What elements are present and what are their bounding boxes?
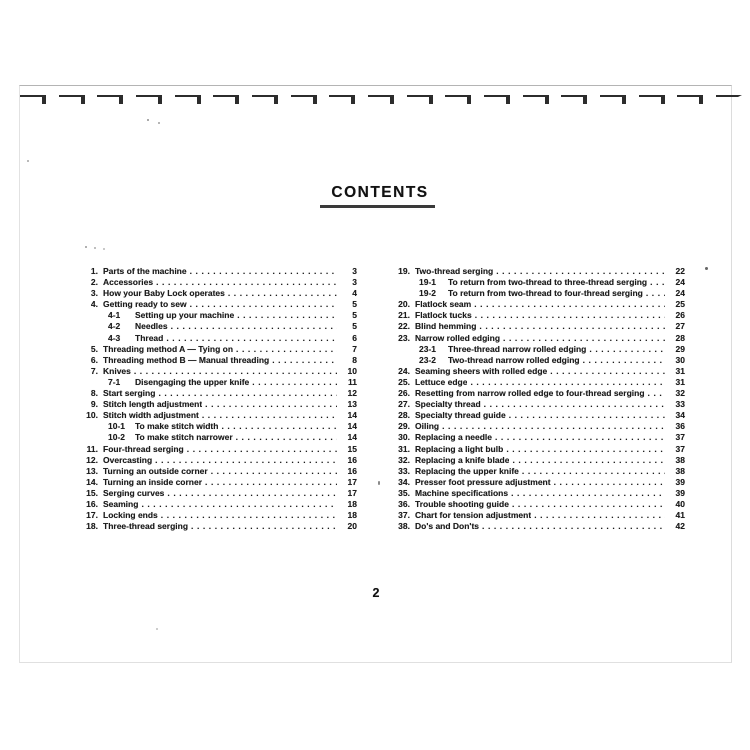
dot-leader xyxy=(512,455,665,466)
dot-leader xyxy=(496,266,665,277)
dot-leader xyxy=(479,321,665,332)
toc-row xyxy=(390,488,685,499)
toc-row xyxy=(80,388,357,399)
noise-speck xyxy=(705,267,708,270)
noise-speck xyxy=(103,248,105,250)
toc-item-page: 27 xyxy=(675,321,685,332)
toc-item-number: 33. xyxy=(398,465,410,476)
toc-item-number: 12. xyxy=(86,454,98,465)
dot-leader xyxy=(236,344,337,355)
toc-item-number: 5. xyxy=(90,343,98,354)
noise-speck xyxy=(147,119,149,121)
toc-row xyxy=(390,355,685,366)
toc-item-page: 11 xyxy=(348,376,357,387)
toc-item-title: Machine specifications xyxy=(415,487,509,498)
toc-row xyxy=(390,299,685,310)
toc-item-page: 14 xyxy=(347,421,357,432)
dot-leader xyxy=(166,333,337,344)
toc-item-number: 23-2 xyxy=(419,354,437,365)
toc-item-number: 11. xyxy=(86,443,98,454)
toc-item-page: 18 xyxy=(347,510,357,521)
toc-item-page: 34 xyxy=(675,410,685,421)
toc-item-number: 37. xyxy=(398,510,410,521)
toc-item-title: Locking ends xyxy=(103,510,158,521)
toc-item-title: Overcasting xyxy=(103,454,153,465)
binding-mark-icon xyxy=(368,95,394,104)
toc-item-number: 2. xyxy=(90,277,98,288)
dot-leader xyxy=(550,366,665,377)
toc-item-page: 31 xyxy=(675,365,685,376)
toc-item-number: 20. xyxy=(398,299,410,310)
toc-item-number: 28. xyxy=(398,410,410,421)
toc-item-number: 7. xyxy=(90,365,98,376)
toc-item-title: Three-thread narrow rolled edging xyxy=(448,343,587,354)
toc-item-number: 31. xyxy=(398,443,410,454)
toc-row xyxy=(390,432,685,443)
toc-row xyxy=(390,521,685,532)
toc-item-page: 16 xyxy=(347,465,357,476)
toc-item-number: 4-1 xyxy=(108,310,121,321)
toc-row xyxy=(80,510,357,521)
toc-item-number: 32. xyxy=(398,454,410,465)
page-title: CONTENTS xyxy=(331,184,429,201)
toc-item-title: Specialty thread xyxy=(415,399,481,410)
toc-item-page: 39 xyxy=(675,487,685,498)
toc-item-page: 38 xyxy=(675,454,685,465)
toc-item-number: 10-1 xyxy=(108,421,126,432)
toc-item-title: Trouble shooting guide xyxy=(415,498,509,509)
toc-item-page: 25 xyxy=(675,299,685,310)
toc-row xyxy=(80,410,357,421)
toc-row xyxy=(390,321,685,332)
toc-item-number: 14. xyxy=(86,476,98,487)
toc-row xyxy=(390,333,685,344)
toc-item-page: 7 xyxy=(352,343,357,354)
dot-leader xyxy=(484,399,665,410)
toc-row xyxy=(80,466,357,477)
dot-leader xyxy=(141,499,337,510)
dot-leader xyxy=(167,488,337,499)
toc-row xyxy=(390,366,685,377)
toc-row xyxy=(80,333,357,344)
toc-item-page: 36 xyxy=(675,421,685,432)
toc-item-title: Needles xyxy=(135,321,168,332)
toc-row xyxy=(80,377,357,388)
binding-mark-icon xyxy=(561,95,587,104)
toc-item-page: 3 xyxy=(352,277,357,288)
toc-item-title: Parts of the machine xyxy=(103,266,187,276)
toc-item-number: 16. xyxy=(86,498,98,509)
dot-leader xyxy=(650,277,665,288)
toc-item-number: 6. xyxy=(90,354,98,365)
toc-item-title: Start serging xyxy=(103,388,156,399)
toc-item-number: 29. xyxy=(398,421,410,432)
toc-item-title: Threading method B — Manual threading xyxy=(103,354,270,365)
toc-item-page: 6 xyxy=(352,332,357,343)
toc-row xyxy=(80,355,357,366)
toc-item-title: Narrow rolled edging xyxy=(415,332,501,343)
noise-speck xyxy=(27,160,29,162)
toc-item-title: Seaming sheers with rolled edge xyxy=(415,365,548,376)
toc-item-number: 4-3 xyxy=(108,332,121,343)
toc-item-number: 19-2 xyxy=(419,288,437,299)
toc-item-page: 18 xyxy=(347,498,357,509)
toc-item-number: 21. xyxy=(398,310,410,321)
noise-speck xyxy=(85,246,87,248)
toc-item-title: Replacing a knife blade xyxy=(415,454,510,465)
toc-column-left xyxy=(80,266,357,532)
binding-mark-icon xyxy=(329,95,355,104)
toc-item-page: 40 xyxy=(675,498,685,509)
binding-mark-icon xyxy=(175,95,201,104)
toc-item-number: 18. xyxy=(86,521,98,532)
binding-mark-icon xyxy=(291,95,317,104)
toc-row xyxy=(390,477,685,488)
toc-item-page: 41 xyxy=(675,510,685,521)
dot-leader xyxy=(506,444,665,455)
toc-item-title: Replacing a light bulb xyxy=(415,443,504,454)
toc-item-number: 38. xyxy=(398,521,410,532)
toc-item-title: Threading method A — Tying on xyxy=(103,343,234,354)
toc-item-page: 15 xyxy=(347,443,357,454)
dot-leader xyxy=(237,310,337,321)
binding-mark-icon xyxy=(600,95,626,104)
toc-item-page: 33 xyxy=(675,399,685,410)
toc-row xyxy=(390,466,685,477)
toc-row xyxy=(80,310,357,321)
toc-row xyxy=(390,444,685,455)
toc-item-title: Flatlock seam xyxy=(415,299,472,310)
toc-item-number: 36. xyxy=(398,498,410,509)
toc-row xyxy=(80,521,357,532)
toc-item-page: 37 xyxy=(675,443,685,454)
dot-leader xyxy=(187,444,337,455)
toc-item-title: Replacing the upper knife xyxy=(415,465,519,476)
toc-item-number: 19-1 xyxy=(419,277,437,288)
toc-item-title: Four-thread serging xyxy=(103,443,184,454)
dot-leader xyxy=(512,499,665,510)
toc-item-title: Chart for tension adjustment xyxy=(415,510,532,521)
binding-mark-icon xyxy=(639,95,665,104)
toc-item-title: Two-thread narrow rolled edging xyxy=(448,354,580,365)
toc-item-page: 24 xyxy=(675,288,685,299)
toc-item-number: 25. xyxy=(398,376,410,387)
dot-leader xyxy=(228,288,337,299)
toc-item-number: 22. xyxy=(398,321,410,332)
dot-leader xyxy=(221,421,337,432)
toc-item-number: 7-1 xyxy=(108,376,121,387)
toc-item-title: Three-thread serging xyxy=(103,521,189,532)
toc-item-page: 20 xyxy=(347,521,357,532)
toc-item-page: 31 xyxy=(675,376,685,387)
toc-item-page: 42 xyxy=(675,521,685,532)
toc-item-number: 4. xyxy=(90,299,98,310)
toc-row xyxy=(390,399,685,410)
toc-item-page: 39 xyxy=(675,476,685,487)
toc-item-title: To make stitch narrower xyxy=(135,432,233,443)
dot-leader xyxy=(191,521,337,532)
dot-leader xyxy=(236,432,337,443)
toc-row xyxy=(80,444,357,455)
toc-item-number: 27. xyxy=(398,399,410,410)
toc-item-page: 37 xyxy=(675,432,685,443)
toc-item-number: 23-1 xyxy=(419,343,437,354)
toc-item-number: 35. xyxy=(398,487,410,498)
toc-item-title: To return from two-thread to three-thread serging xyxy=(448,277,648,288)
toc-row xyxy=(390,388,685,399)
toc-item-number: 10-2 xyxy=(108,432,126,443)
dot-leader xyxy=(522,466,665,477)
binding-mark-icon xyxy=(136,95,162,104)
dot-leader xyxy=(475,310,665,321)
binding-mark-icon xyxy=(523,95,549,104)
toc-item-number: 17. xyxy=(86,510,98,521)
toc-row xyxy=(80,266,357,277)
toc-item-title: Thread xyxy=(135,332,164,343)
toc-row xyxy=(80,277,357,288)
toc-item-title: Blind hemming xyxy=(415,321,477,332)
toc-item-title: Presser foot pressure adjustment xyxy=(415,476,551,487)
toc-row xyxy=(80,455,357,466)
binding-mark-icon xyxy=(252,95,278,104)
toc-item-title: Knives xyxy=(103,365,131,376)
toc-item-title: Serging curves xyxy=(103,487,165,498)
toc-item-title: Disengaging the upper knife xyxy=(135,376,250,387)
toc-row xyxy=(390,288,685,299)
binding-mark-icon xyxy=(20,95,46,104)
toc-item-page: 16 xyxy=(347,454,357,465)
toc-row xyxy=(80,344,357,355)
page-number-label: 2 xyxy=(372,586,380,600)
toc-row xyxy=(80,299,357,310)
toc-item-title: Getting ready to sew xyxy=(103,299,187,310)
toc-item-number: 30. xyxy=(398,432,410,443)
dot-leader xyxy=(495,432,665,443)
binding-mark-icon xyxy=(59,95,85,104)
toc-item-page: 24 xyxy=(675,277,685,288)
dot-leader xyxy=(190,266,337,277)
binding-mark-icon xyxy=(677,95,703,104)
noise-speck xyxy=(158,122,160,124)
toc-item-title: Accessories xyxy=(103,277,154,288)
toc-item-page: 30 xyxy=(675,354,685,365)
dot-leader xyxy=(646,288,665,299)
toc-item-number: 1. xyxy=(90,266,98,276)
toc-row xyxy=(390,510,685,521)
toc-row xyxy=(390,344,685,355)
toc-row xyxy=(390,421,685,432)
toc-item-page: 5 xyxy=(352,310,357,321)
toc-row xyxy=(80,366,357,377)
toc-row xyxy=(390,455,685,466)
toc-item-number: 8. xyxy=(90,388,98,399)
binding-mark-icon xyxy=(213,95,239,104)
dot-leader xyxy=(156,277,337,288)
toc-row xyxy=(80,432,357,443)
dot-leader xyxy=(554,477,665,488)
toc-item-title: Turning an outside corner xyxy=(103,465,208,476)
toc-item-number: 24. xyxy=(398,365,410,376)
toc-item-title: Oiling xyxy=(415,421,440,432)
toc-item-title: Setting up your machine xyxy=(135,310,235,321)
dot-leader xyxy=(583,355,665,366)
toc-item-title: Flatlock tucks xyxy=(415,310,472,321)
toc-item-number: 3. xyxy=(90,288,98,299)
dot-leader xyxy=(272,355,337,366)
toc-item-number: 13. xyxy=(86,465,98,476)
toc-item-page: 14 xyxy=(347,410,357,421)
toc-row xyxy=(80,499,357,510)
binding-mark-icon xyxy=(484,95,510,104)
toc-row xyxy=(390,377,685,388)
binding-mark-icon xyxy=(97,95,123,104)
toc-item-page: 26 xyxy=(675,310,685,321)
toc-row xyxy=(80,477,357,488)
toc-item-title: How your Baby Lock operates xyxy=(103,288,225,299)
dot-leader xyxy=(205,399,337,410)
toc-item-title: Lettuce edge xyxy=(415,376,468,387)
toc-item-title: Seaming xyxy=(103,498,139,509)
toc-row xyxy=(390,277,685,288)
dot-leader xyxy=(442,421,665,432)
dot-leader xyxy=(171,321,337,332)
dot-leader xyxy=(211,466,337,477)
toc-item-page: 10 xyxy=(347,365,357,376)
toc-item-page: 12 xyxy=(347,388,357,399)
toc-item-number: 9. xyxy=(90,399,98,410)
dot-leader xyxy=(511,488,665,499)
toc-item-page: 29 xyxy=(675,343,685,354)
dot-leader xyxy=(589,344,665,355)
dot-leader xyxy=(648,388,665,399)
dot-leader xyxy=(202,410,337,421)
dot-leader xyxy=(134,366,337,377)
toc-row xyxy=(390,499,685,510)
toc-item-title: Specialty thread guide xyxy=(415,410,506,421)
toc-item-title: Resetting from narrow rolled edge to four-thread serging xyxy=(415,388,645,399)
toc-item-page: 4 xyxy=(352,288,357,299)
title-underline xyxy=(320,205,435,208)
toc-item-page: 28 xyxy=(675,332,685,343)
toc-item-page: 8 xyxy=(352,354,357,365)
toc-row xyxy=(80,288,357,299)
toc-item-number: 34. xyxy=(398,476,410,487)
dot-leader xyxy=(534,510,665,521)
toc-row xyxy=(390,410,685,421)
toc-item-title: Stitch length adjustment xyxy=(103,399,203,410)
dot-leader xyxy=(503,333,665,344)
toc-row xyxy=(80,421,357,432)
dot-leader xyxy=(252,377,337,388)
dot-leader xyxy=(190,299,337,310)
dot-leader xyxy=(155,455,337,466)
toc-item-page: 32 xyxy=(675,388,685,399)
binding-mark-icon xyxy=(716,95,742,100)
binding-mark-icon xyxy=(445,95,471,104)
toc-row xyxy=(80,488,357,499)
toc-item-title: Two-thread serging xyxy=(415,266,494,276)
toc-item-title: Stitch width adjustment xyxy=(103,410,199,421)
noise-speck xyxy=(378,481,380,485)
toc-item-page: 17 xyxy=(347,487,357,498)
toc-item-title: Do's and Don'ts xyxy=(415,521,480,532)
toc-item-page: 38 xyxy=(675,465,685,476)
dot-leader xyxy=(158,388,337,399)
toc-item-title: Replacing a needle xyxy=(415,432,492,443)
toc-item-number: 15. xyxy=(86,487,98,498)
dot-leader xyxy=(474,299,665,310)
toc-item-page: 13 xyxy=(347,399,357,410)
toc-column-right xyxy=(390,266,685,532)
dot-leader xyxy=(482,521,665,532)
binding-mark-icon xyxy=(407,95,433,104)
toc-row xyxy=(390,310,685,321)
toc-item-number: 10. xyxy=(86,410,98,421)
toc-item-title: To make stitch width xyxy=(135,421,219,432)
toc-row xyxy=(390,266,685,277)
noise-speck xyxy=(94,247,96,249)
toc-item-page: 5 xyxy=(352,299,357,310)
dot-leader xyxy=(161,510,337,521)
toc-item-page: 5 xyxy=(352,321,357,332)
toc-item-title: Turning an inside corner xyxy=(103,476,203,487)
dot-leader xyxy=(470,377,665,388)
toc-item-page: 14 xyxy=(347,432,357,443)
toc-item-title: To return from two-thread to four-thread serging xyxy=(448,288,643,299)
toc-item-number: 23. xyxy=(398,332,410,343)
binding-strip xyxy=(20,95,742,106)
toc-item-number: 19. xyxy=(398,266,410,276)
toc-item-page: 3 xyxy=(352,266,357,276)
noise-speck xyxy=(156,628,158,630)
toc-item-number: 26. xyxy=(398,388,410,399)
dot-leader xyxy=(509,410,665,421)
dot-leader xyxy=(205,477,337,488)
toc-item-page: 22 xyxy=(675,266,685,276)
toc-row xyxy=(80,321,357,332)
toc-item-number: 4-2 xyxy=(108,321,121,332)
toc-item-page: 17 xyxy=(347,476,357,487)
toc-row xyxy=(80,399,357,410)
